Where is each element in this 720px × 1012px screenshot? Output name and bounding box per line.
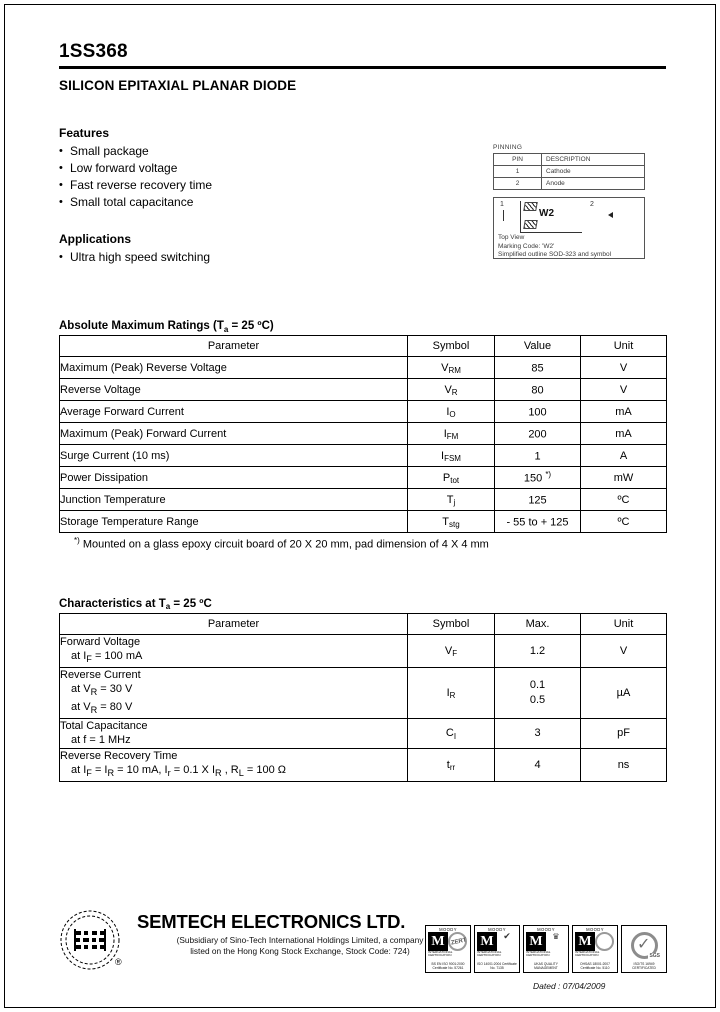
char-max-1: 1.2: [529, 644, 546, 657]
diode-symbol-icon: [608, 212, 613, 218]
document-date: Dated : 07/04/2009: [533, 981, 606, 991]
amr-value: [495, 489, 581, 511]
amr-symbol-base: V: [441, 361, 449, 374]
package-pad-icon: [523, 220, 538, 229]
sgs-check-icon: ✓: [637, 936, 651, 953]
page-footer: [59, 907, 671, 991]
amr-title-suffix: = 25 ºC): [228, 320, 274, 332]
char-parameter: [60, 748, 408, 781]
pinning-diagram: [493, 144, 645, 259]
char-symbol-base: C: [445, 727, 454, 740]
badge-emblem: [546, 932, 566, 953]
table-row: [494, 178, 645, 190]
amr-symbol-subscript: R: [451, 388, 458, 397]
char-parameter: [60, 634, 408, 667]
package-pin2-number: 2: [590, 201, 594, 208]
datasheet-page: [4, 4, 716, 1008]
amr-col-value: Value: [495, 336, 581, 357]
pinning-pin: 2: [494, 178, 542, 190]
badge-monogram: M: [428, 932, 448, 951]
char-col-parameter: Parameter: [60, 613, 408, 634]
char-max-1: 4: [534, 758, 541, 771]
list-item: • Ultra high speed switching: [59, 249, 671, 266]
char-unit: ns: [581, 748, 667, 781]
amr-symbol-base: P: [442, 471, 451, 484]
amr-symbol: [408, 511, 495, 533]
char-max: [495, 718, 581, 748]
amr-unit: ºC: [581, 511, 667, 533]
amr-symbol: [408, 467, 495, 489]
char-symbol: [408, 667, 495, 718]
package-pin1-lead: [503, 210, 504, 221]
badge-emblem: [595, 932, 615, 953]
char-col-symbol: Symbol: [408, 613, 495, 634]
amr-unit: mW: [581, 467, 667, 489]
char-title-suffix: = 25 ºC: [170, 597, 212, 610]
absolute-maximum-ratings-footnote: [59, 536, 671, 551]
table-row: [60, 467, 667, 489]
amr-symbol-subscript: FM: [446, 432, 459, 441]
page-content: [59, 41, 671, 782]
page-title: 1SS368: [59, 41, 128, 62]
amr-parameter: Maximum (Peak) Reverse Voltage: [60, 357, 408, 379]
registered-trademark-icon: ®: [115, 957, 122, 967]
package-marking-code: W2: [539, 208, 554, 219]
characteristics-table: [59, 613, 667, 782]
amr-value-text: 1: [534, 450, 541, 463]
amr-value: [495, 467, 581, 489]
amr-symbol: [408, 423, 495, 445]
badge-caption: ISO/TS 16949 CERTIFICATED: [632, 962, 656, 971]
amr-value: [495, 379, 581, 401]
amr-value-text: 85: [531, 362, 544, 375]
char-max: [495, 748, 581, 781]
package-caption-marking: Marking Code: 'W2': [498, 242, 555, 250]
char-col-max: Max.: [495, 613, 581, 634]
pinning-col-pin: PIN: [494, 154, 542, 166]
applications-heading: Applications: [59, 232, 132, 246]
footnote-text: Mounted on a glass epoxy circuit board of 20 X 20 mm, pad dimension of 4 X 4 mm: [82, 538, 489, 551]
amr-symbol-subscript: FSM: [444, 454, 461, 463]
amr-col-symbol: Symbol: [408, 336, 495, 357]
amr-col-parameter: Parameter: [60, 336, 408, 357]
pinning-col-description: DESCRIPTION: [542, 154, 645, 166]
badge-mark-text: INTERNATIONAL CERTIFICATION: [477, 950, 502, 958]
pinning-description: Anode: [542, 178, 645, 190]
certification-badges: [425, 925, 667, 973]
characteristics-title: [59, 598, 671, 610]
package-body-edge-left: [520, 201, 521, 232]
char-parameter-name: Total Capacitance: [60, 719, 148, 732]
badge-monogram: M: [575, 932, 595, 951]
char-parameter-name: Reverse Current: [60, 668, 141, 681]
badge-caption: ISO 14001:2004 Certificate No. 7135: [477, 962, 517, 971]
table-row: [60, 748, 667, 781]
badge-check-icon: ✔: [503, 931, 511, 941]
absolute-maximum-ratings-section: [59, 320, 671, 551]
table-row: [60, 489, 667, 511]
amr-value: [495, 357, 581, 379]
amr-value: [495, 401, 581, 423]
table-row: [60, 423, 667, 445]
char-max: [495, 667, 581, 718]
amr-value: [495, 445, 581, 467]
char-condition-1: at f = 1 MHz: [71, 734, 131, 747]
amr-value: [495, 423, 581, 445]
badge-mark-text: INTERNATIONAL CERTIFICATION: [526, 950, 551, 958]
char-unit: V: [581, 634, 667, 667]
amr-value-text: 200: [528, 428, 547, 441]
package-outline-box: [493, 197, 645, 259]
badge-monogram: M: [477, 932, 497, 951]
absolute-maximum-ratings-table: [59, 335, 667, 533]
amr-unit: ºC: [581, 489, 667, 511]
moody-ukas-badge: [523, 925, 569, 973]
table-row: [60, 667, 667, 718]
table-row: [494, 154, 645, 166]
amr-unit: A: [581, 445, 667, 467]
badge-ring-icon: [595, 932, 614, 951]
amr-symbol-subscript: tot: [450, 476, 460, 485]
char-max-2: 0.5: [529, 693, 546, 706]
amr-title-prefix: Absolute Maximum Ratings (T: [59, 320, 224, 332]
table-row: [494, 166, 645, 178]
table-row: [60, 718, 667, 748]
badge-brand: MOODY: [586, 927, 604, 932]
char-symbol: [408, 748, 495, 781]
package-body-edge-bottom: [520, 232, 582, 233]
amr-value-text: 125: [528, 494, 547, 507]
amr-unit: mA: [581, 423, 667, 445]
badge-emblem: [497, 932, 517, 953]
char-parameter: [60, 667, 408, 718]
amr-value-text: 100: [528, 406, 547, 419]
amr-value-footnote: *): [545, 470, 552, 480]
table-row: [60, 379, 667, 401]
amr-symbol-subscript: RM: [448, 366, 461, 375]
badge-caption: OHSAS 18001:2007 Certificate No. 5110: [580, 962, 610, 971]
amr-unit: mA: [581, 401, 667, 423]
amr-unit: V: [581, 379, 667, 401]
amr-symbol: [408, 401, 495, 423]
table-row: [60, 511, 667, 533]
amr-value-text: 150: [523, 472, 543, 485]
package-caption-outline: Simplified outline SOD-323 and symbol: [498, 251, 612, 259]
sgs-wordmark: SGS: [649, 953, 660, 959]
badge-crown-icon: ♛: [552, 932, 560, 941]
subsidiary-line-1: (Subsidiary of Sino-Tech International Holdings Limited, a company: [176, 935, 424, 945]
char-symbol-subscript: rr: [449, 763, 456, 773]
amr-symbol-base: I: [443, 427, 447, 440]
amr-value-text: - 55 to + 125: [506, 516, 569, 529]
table-row: [60, 357, 667, 379]
char-symbol-base: I: [446, 686, 450, 699]
pinning-table: [493, 153, 645, 190]
amr-symbol: [408, 445, 495, 467]
amr-symbol-base: I: [441, 449, 445, 462]
char-parameter: [60, 718, 408, 748]
char-symbol-base: t: [446, 758, 450, 771]
amr-symbol: [408, 357, 495, 379]
char-condition-1: at $I_F = I_R = 10$ mA, $I_r = 0.1$ X $I_R$ , $R_L = 100$ Ω: [71, 764, 287, 779]
char-max-1: 3: [534, 726, 541, 739]
moody-iso14001-badge: [474, 925, 520, 973]
title-rule: [59, 66, 666, 69]
char-unit: pF: [581, 718, 667, 748]
char-unit: µA: [581, 667, 667, 718]
package-drawing: [498, 201, 640, 233]
char-symbol: [408, 634, 495, 667]
badge-emblem-label: ZERT: [450, 937, 468, 947]
amr-col-unit: Unit: [581, 336, 667, 357]
char-condition-1: at $I_F = 100$ mA: [71, 650, 143, 665]
list-item: • Small total capacitance: [59, 194, 671, 211]
char-col-unit: Unit: [581, 613, 667, 634]
amr-unit: V: [581, 357, 667, 379]
badge-brand: MOODY: [537, 927, 555, 932]
amr-symbol: [408, 379, 495, 401]
amr-symbol-base: T: [442, 515, 450, 528]
list-item: • Low forward voltage: [59, 160, 671, 177]
amr-symbol-subscript: O: [449, 410, 456, 419]
company-subsidiary-note: [135, 935, 465, 957]
amr-title-sub: a: [223, 324, 229, 334]
char-symbol-subscript: I: [453, 731, 457, 741]
pinning-pin: 1: [494, 166, 542, 178]
char-max: [495, 634, 581, 667]
list-item: • Fast reverse recovery time: [59, 177, 671, 194]
amr-symbol-subscript: stg: [449, 520, 460, 529]
char-symbol-subscript: F: [452, 649, 458, 659]
package-pin1-number: 1: [500, 201, 504, 208]
package-caption-topview: Top View: [498, 234, 525, 241]
amr-parameter: Reverse Voltage: [60, 379, 408, 401]
char-symbol-base: V: [444, 644, 453, 657]
table-row: [60, 634, 667, 667]
table-header-row: [60, 336, 667, 357]
badge-mark-text: INTERNATIONAL CERTIFICATION: [428, 950, 453, 958]
badge-caption: UKAS QUALITY MANAGEMENT: [533, 962, 558, 971]
char-symbol-subscript: R: [449, 691, 456, 701]
char-max-1: 0.1: [529, 679, 546, 692]
amr-value-text: 80: [531, 384, 544, 397]
subsidiary-line-2: listed on the Hong Kong Stock Exchange, Stock Code: 724): [190, 946, 410, 956]
table-row: [60, 401, 667, 423]
package-pad-icon: [523, 202, 538, 211]
pinning-label: PINNING: [493, 144, 523, 151]
table-header-row: [60, 613, 667, 634]
char-title-sub: a: [165, 602, 171, 612]
amr-parameter: Surge Current (10 ms): [60, 445, 408, 467]
amr-symbol-base: T: [446, 493, 454, 506]
moody-iso9001-badge: [425, 925, 471, 973]
char-parameter-name: Reverse Recovery Time: [60, 749, 178, 762]
badge-brand: MOODY: [488, 927, 506, 932]
amr-parameter: Storage Temperature Range: [60, 511, 408, 533]
sgs-badge: [621, 925, 667, 973]
amr-symbol-base: I: [446, 405, 450, 418]
amr-parameter: Junction Temperature: [60, 489, 408, 511]
char-condition-2: at $V_R = 80$ V: [71, 701, 133, 716]
characteristics-section: [59, 598, 671, 782]
amr-symbol: [408, 489, 495, 511]
badge-brand: MOODY: [439, 927, 457, 932]
absolute-maximum-ratings-title: [59, 320, 671, 332]
features-section: [59, 126, 671, 266]
moody-ohsas-badge: [572, 925, 618, 973]
features-heading: Features: [59, 126, 110, 140]
list-item: • Small package: [59, 143, 671, 160]
amr-value: [495, 511, 581, 533]
company-name: SEMTECH ELECTRONICS LTD.: [137, 911, 406, 932]
company-logo-icon: [59, 909, 121, 971]
amr-parameter: Maximum (Peak) Forward Current: [60, 423, 408, 445]
pinning-description: Cathode: [542, 166, 645, 178]
page-subtitle: SILICON EPITAXIAL PLANAR DIODE: [59, 78, 297, 93]
char-condition-1: at $V_R = 30$ V: [71, 683, 133, 698]
amr-parameter: Average Forward Current: [60, 401, 408, 423]
table-row: [60, 445, 667, 467]
badge-emblem: [448, 932, 468, 953]
char-symbol: [408, 718, 495, 748]
badge-mark-text: INTERNATIONAL CERTIFICATION: [575, 950, 600, 958]
badge-caption: BS EN ISO 9001:2000 Certificate No. 57261: [431, 962, 465, 971]
badge-monogram: M: [526, 932, 546, 951]
amr-symbol-subscript: j: [453, 498, 456, 507]
char-title-prefix: Characteristics at T: [59, 597, 166, 610]
amr-symbol-base: V: [444, 383, 452, 396]
char-parameter-name: Forward Voltage: [60, 635, 141, 648]
footnote-marker: *): [74, 536, 80, 545]
amr-parameter: Power Dissipation: [60, 467, 408, 489]
